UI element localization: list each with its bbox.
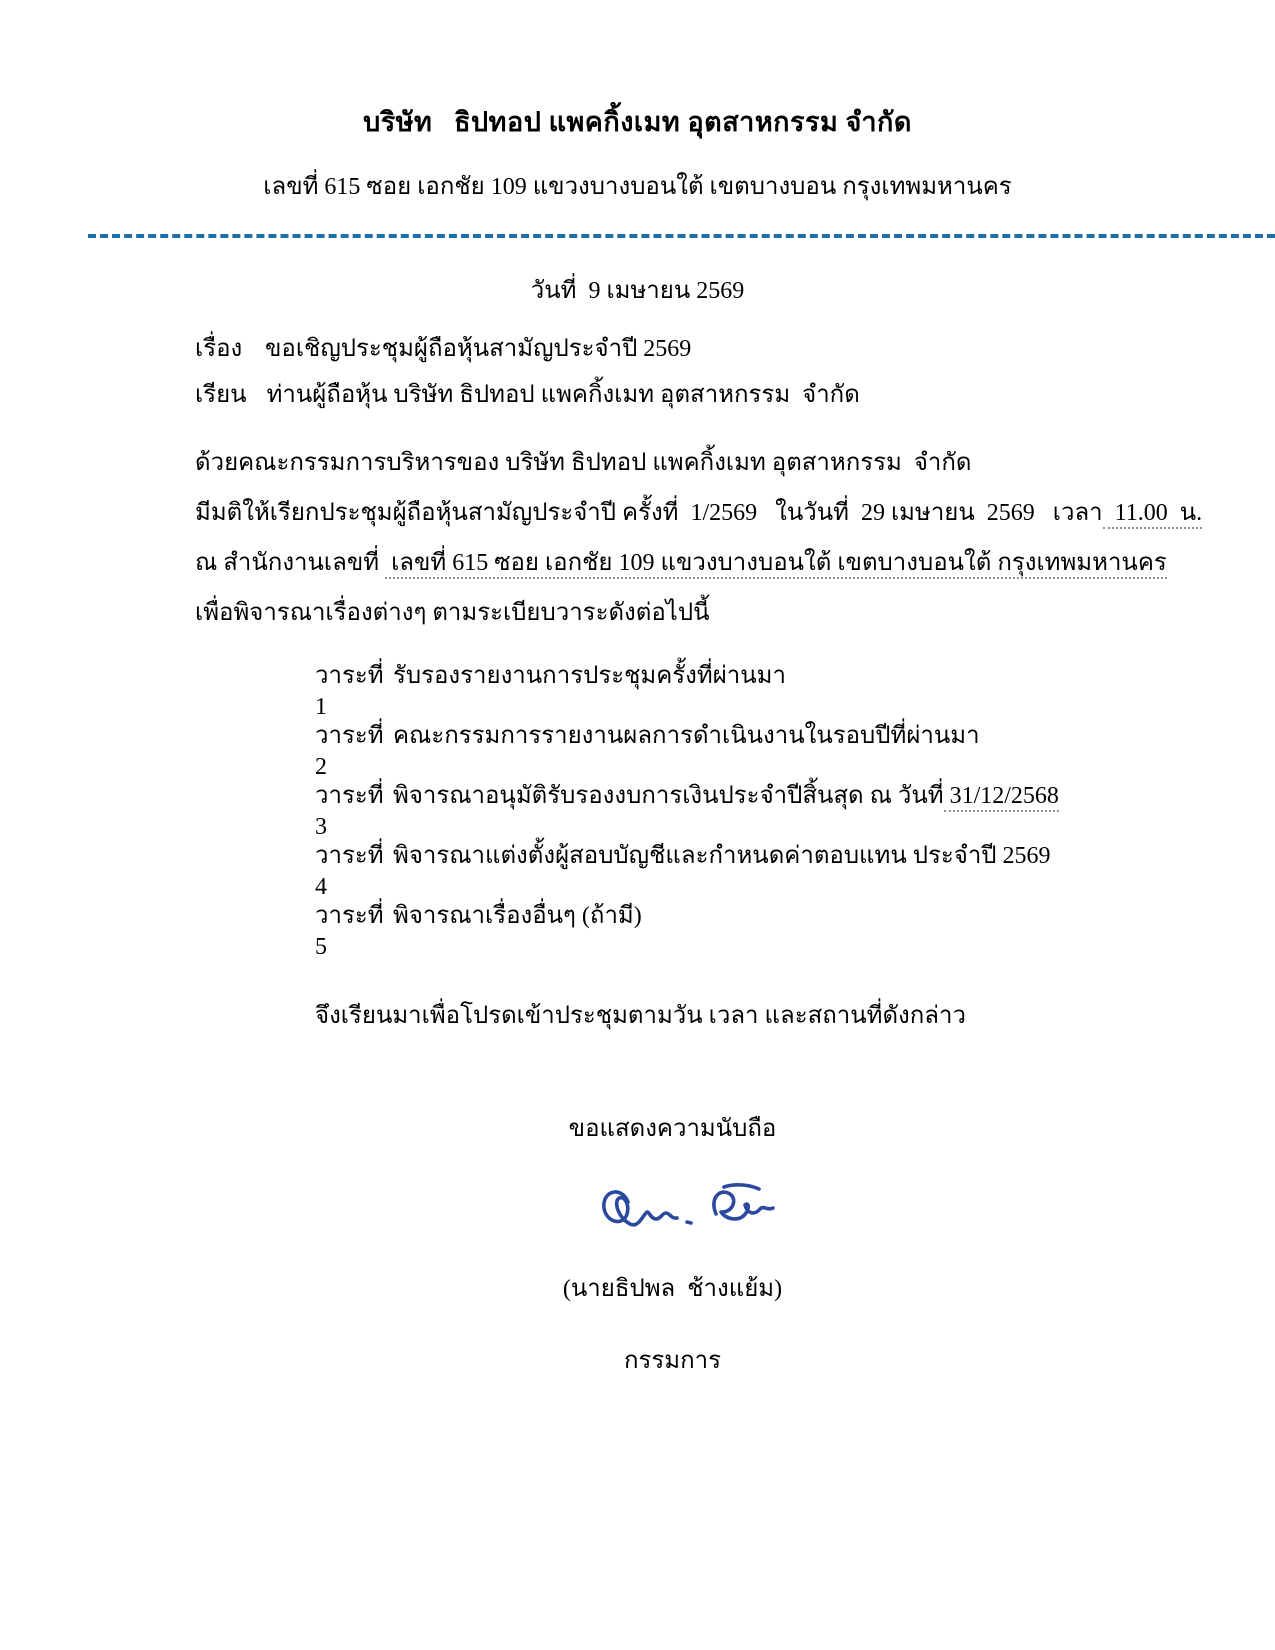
signer-title-text: กรรมการ xyxy=(623,1348,722,1374)
body-line-2 xyxy=(195,492,1202,531)
signer-name-text: (นายธิปพล ช้างแย้ม) xyxy=(562,1276,783,1302)
agenda-item-3 xyxy=(315,775,1059,841)
company-name xyxy=(0,100,1275,143)
addressee-label: เรียน xyxy=(195,382,247,408)
office-address-filled-value: เลขที่ 615 ซอย เอกชัย 109 แขวงบางบอนใต้ เขตบางบอนใต้ กรุงเทพมหานคร xyxy=(385,550,1167,579)
agenda-item-2 xyxy=(315,715,980,781)
agenda-item-2-number: วาระที่ 2 xyxy=(315,723,390,780)
agenda-item-2-text: คณะกรรมการรายงานผลการดำเนินงานในรอบปีที่ผ่านมา xyxy=(393,723,980,749)
date-text: วันที่ 9 เมษายน 2569 xyxy=(530,278,745,304)
date-line xyxy=(0,270,1275,309)
agenda-item-3-text xyxy=(393,775,1059,841)
body-line-1 xyxy=(195,442,972,481)
subject-line xyxy=(195,328,691,367)
handwritten-signature-icon xyxy=(592,1182,804,1246)
closing-line-text: จึงเรียนมาเพื่อโปรดเข้าประชุมตามวัน เวลา และสถานที่ดังกล่าว xyxy=(315,1003,966,1029)
agenda-item-4 xyxy=(315,835,1051,901)
signer-title xyxy=(70,1340,1275,1379)
dashed-divider xyxy=(88,234,1275,238)
agenda-item-1 xyxy=(315,655,786,721)
body-line-3 xyxy=(195,542,1167,581)
closing-line xyxy=(315,995,966,1034)
agenda-item-1-text: รับรองรายงานการประชุมครั้งที่ผ่านมา xyxy=(393,663,786,689)
company-address xyxy=(0,166,1275,205)
agenda-item-5-text: พิจารณาเรื่องอื่นๆ (ถ้ามี) xyxy=(393,903,642,929)
subject-label: เรื่อง xyxy=(195,336,243,362)
agenda-item-3-text-prefix: พิจารณาอนุมัติรับรองงบการเงินประจำปีสิ้นสุด ณ วันที่ xyxy=(393,783,944,809)
respect-text: ขอแสดงความนับถือ xyxy=(568,1116,777,1142)
agenda-item-3-number: วาระที่ 3 xyxy=(315,783,390,840)
respect-line xyxy=(70,1108,1275,1147)
addressee-line xyxy=(195,374,860,413)
meeting-time-filled-value: 11.00 น. xyxy=(1103,500,1203,529)
company-address-text: เลขที่ 615 ซอย เอกชัย 109 แขวงบางบอนใต้ เขตบางบอน กรุงเทพมหานคร xyxy=(263,174,1012,200)
body-line-2-text: มีมติให้เรียกประชุมผู้ถือหุ้นสามัญประจำปี ครั้งที่ 1/2569 ในวันที่ 29 เมษายน 2569 เวลา xyxy=(195,500,1103,526)
agenda-item-5 xyxy=(315,895,642,961)
body-line-1-text: ด้วยคณะกรรมการบริหารของ บริษัท ธิปทอป แพคกิ้งเมท อุตสาหกรรม จำกัด xyxy=(195,450,972,476)
body-line-4-text: เพื่อพิจารณาเรื่องต่างๆ ตามระเบียบวาระดังต่อไปนี้ xyxy=(195,600,710,626)
signer-name xyxy=(70,1268,1275,1307)
body-line-3-text: ณ สำนักงานเลขที่ xyxy=(195,550,386,576)
body-line-4 xyxy=(195,592,709,631)
agenda-item-4-number: วาระที่ 4 xyxy=(315,843,390,900)
fiscal-year-end-filled-value: 31/12/2568 xyxy=(944,783,1059,812)
agenda-item-1-number: วาระที่ 1 xyxy=(315,663,390,720)
agenda-item-5-number: วาระที่ 5 xyxy=(315,903,390,960)
subject-text: ขอเชิญประชุมผู้ถือหุ้นสามัญประจำปี 2569 xyxy=(265,336,692,362)
agenda-item-4-text: พิจารณาแต่งตั้งผู้สอบบัญชีและกำหนดค่าตอบแทน ประจำปี 2569 xyxy=(393,843,1051,869)
signature-strokes xyxy=(592,1182,804,1246)
company-name-text: บริษัท ธิปทอป แพคกิ้งเมท อุตสาหกรรม จำกัด xyxy=(363,107,912,137)
addressee-text: ท่านผู้ถือหุ้น บริษัท ธิปทอป แพคกิ้งเมท อุตสาหกรรม จำกัด xyxy=(266,382,860,408)
